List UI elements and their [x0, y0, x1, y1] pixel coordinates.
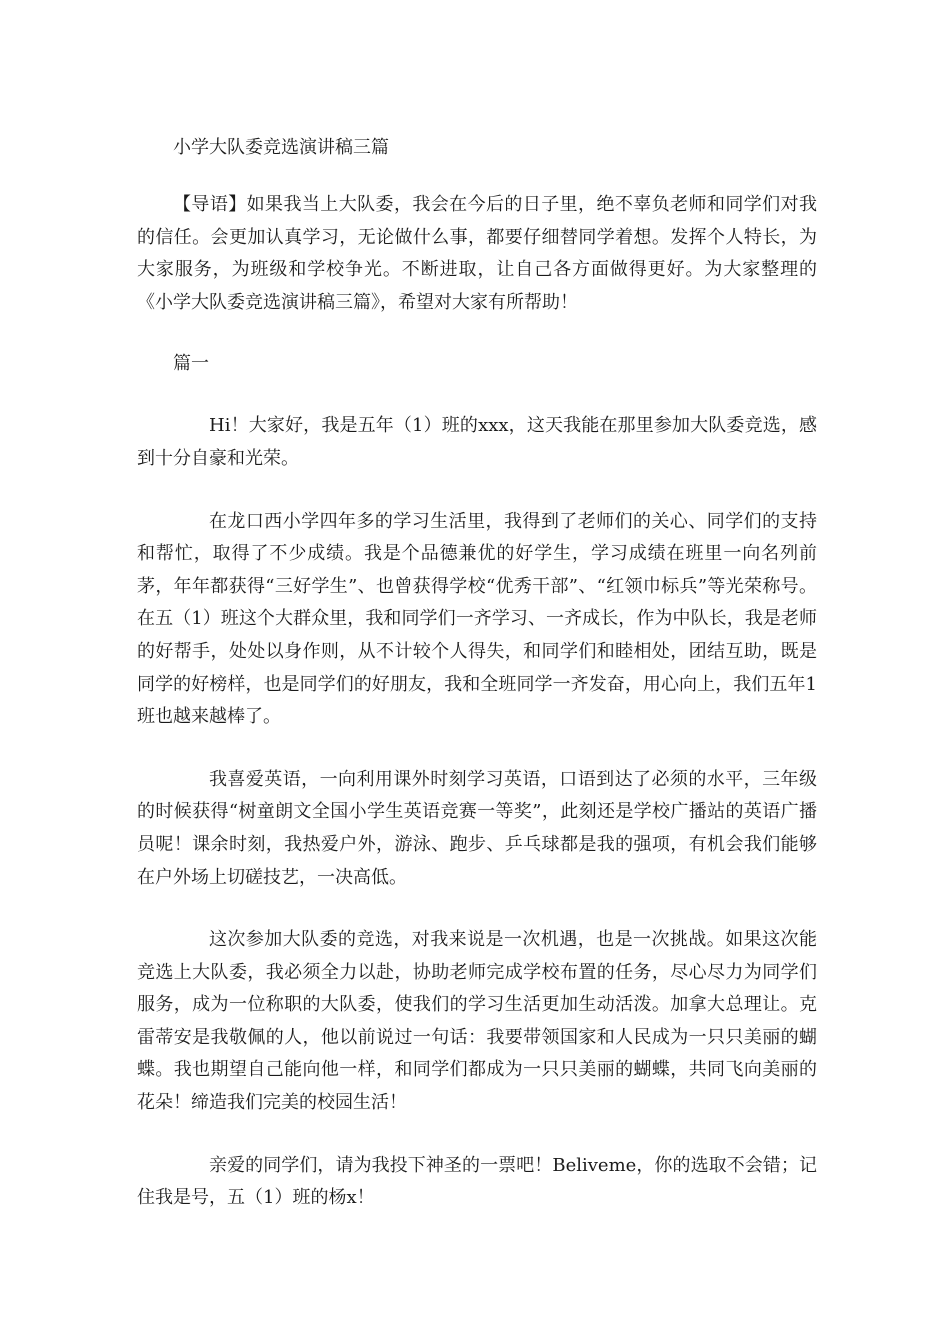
document-body	[137, 131, 817, 1215]
intro-paragraph: 【导语】如果我当上大队委，我会在今后的日子里，绝不辜负老师和同学们对我的信任。会更加认真学习，无论做什么事，都要仔细替同学着想。发挥个人特长，为大家服务，为班级和学校争光。不断进取，让自己各方面做得更好。为大家整理的《小学大队委竞选演讲稿三篇》，希望对大家有所帮助！	[137, 194, 817, 313]
body-paragraph-2: 在龙口西小学四年多的学习生活里，我得到了老师们的关心、同学们的支持和帮忙，取得了不少成绩。我是个品德兼优的好学生，学习成绩在班里一向名列前茅，年年都获得“三好学生”、也曾获得学校“优秀干部”、“红领巾标兵”等光荣称号。在五（1）班这个大群众里，我和同学们一齐学习、一齐成长，作为中队长，我是老师的好帮手，处处以身作则，从不计较个人得失，和同学们和睦相处，团结互助，既是同学的好榜样，也是同学们的好朋友，我和全班同学一齐发奋，用心向上，我们五年1班也越来越棒了。	[137, 510, 817, 728]
section-title: 篇一	[173, 353, 209, 375]
body-paragraph-1: Hi！大家好，我是五年（1）班的xxx，这天我能在那里参加大队委竞选，感到十分自豪和光荣。	[137, 415, 817, 469]
body-paragraph-3: 我喜爱英语，一向利用课外时刻学习英语，口语到达了必须的水平，三年级的时候获得“树童朗文全国小学生英语竞赛一等奖”，此刻还是学校广播站的英语广播员呢！课余时刻，我热爱户外，游泳、跑步、乒乓球都是我的强项，有机会我们能够在户外场上切磋技艺，一决高低。	[137, 768, 817, 888]
document-title: 小学大队委竞选演讲稿三篇	[173, 137, 389, 158]
body-paragraph-4: 这次参加大队委的竞选，对我来说是一次机遇，也是一次挑战。如果这次能竞选上大队委，我必须全力以赴，协助老师完成学校布置的任务，尽心尽力为同学们服务，成为一位称职的大队委，使我们的学习生活更加生动活泼。加拿大总理让。克雷蒂安是我敬佩的人，他以前说过一句话：我要带领国家和人民成为一只只美丽的蝴蝶。我也期望自己能向他一样，和同学们都成为一只只美丽的蝴蝶，共同飞向美丽的花朵！缔造我们完美的校园生活！	[137, 929, 817, 1114]
body-paragraph-5: 亲爱的同学们，请为我投下神圣的一票吧！Beliveme，你的选取不会错；记住我是号，五（1）班的杨x！	[137, 1154, 817, 1209]
